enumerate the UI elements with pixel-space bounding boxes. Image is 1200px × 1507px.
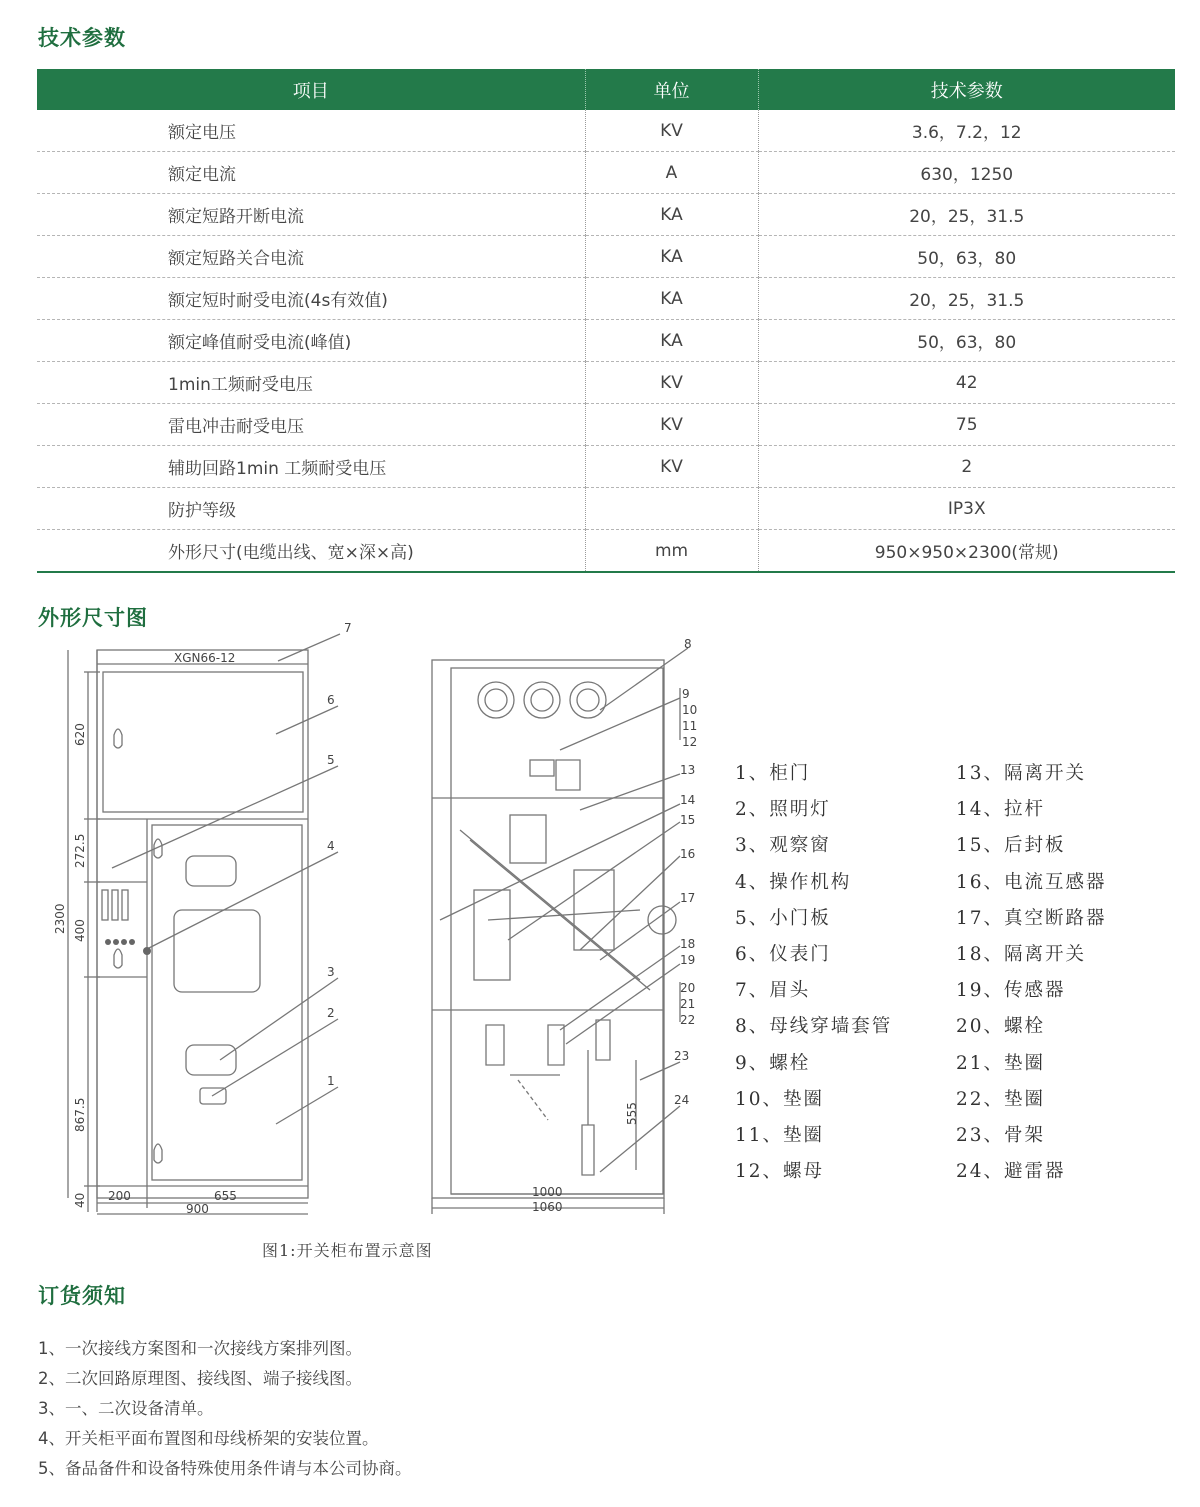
table-row bbox=[37, 404, 1175, 446]
legend-item: 2、照明灯 bbox=[735, 799, 831, 821]
note-item: 1、一次接线方案图和一次接线方案排列图。 bbox=[38, 1339, 362, 1358]
legend-item: 24、避雷器 bbox=[956, 1161, 1066, 1183]
dim-1000: 1000 bbox=[532, 1185, 563, 1199]
value-cell: 20，25，31.5 bbox=[758, 278, 1175, 320]
dim-1060: 1060 bbox=[532, 1200, 563, 1214]
callout-14: 14 bbox=[680, 793, 696, 807]
callout-10: 10 bbox=[682, 703, 698, 717]
legend-item: 21、垫圈 bbox=[956, 1052, 1046, 1074]
callout-22: 22 bbox=[680, 1013, 696, 1027]
callout-21: 21 bbox=[680, 997, 696, 1011]
item-cell: 额定短路关合电流 bbox=[37, 236, 585, 278]
legend-item: 4、操作机构 bbox=[735, 871, 852, 893]
legend-item: 16、电流互感器 bbox=[956, 871, 1107, 893]
unit-cell: KA bbox=[585, 236, 758, 278]
item-cell: 雷电冲击耐受电压 bbox=[37, 404, 585, 446]
dim-555: 555 bbox=[625, 1102, 639, 1125]
legend-item: 12、螺母 bbox=[735, 1161, 825, 1183]
dim-272: 272.5 bbox=[73, 833, 87, 868]
item-cell: 辅助回路1min 工频耐受电压 bbox=[37, 446, 585, 488]
dim-900: 900 bbox=[186, 1202, 209, 1216]
dim-40: 40 bbox=[73, 1192, 87, 1208]
unit-cell: KV bbox=[585, 446, 758, 488]
value-cell: 950×950×2300(常规) bbox=[758, 530, 1175, 573]
legend-right bbox=[956, 760, 1107, 1194]
item-cell: 额定电流 bbox=[37, 152, 585, 194]
legend-item: 17、真空断路器 bbox=[956, 907, 1107, 929]
model-label: XGN66-12 bbox=[174, 651, 236, 665]
legend-left bbox=[735, 760, 892, 1194]
table-row bbox=[37, 362, 1175, 404]
unit-cell: KA bbox=[585, 194, 758, 236]
value-cell: 630，1250 bbox=[758, 152, 1175, 194]
callout-3: 3 bbox=[327, 965, 335, 979]
callout-11: 11 bbox=[682, 719, 698, 733]
cabinet-door bbox=[152, 825, 302, 1180]
legend-item: 11、垫圈 bbox=[735, 1124, 825, 1146]
switchgear-drawing bbox=[40, 620, 720, 1220]
callout-15: 15 bbox=[680, 813, 696, 827]
table-row bbox=[37, 488, 1175, 530]
table-row bbox=[37, 194, 1175, 236]
unit-cell: KA bbox=[585, 320, 758, 362]
note-item: 3、一、二次设备清单。 bbox=[38, 1399, 214, 1418]
table-row bbox=[37, 110, 1175, 152]
value-cell: 75 bbox=[758, 404, 1175, 446]
callout-2: 2 bbox=[327, 1006, 335, 1020]
spec-section-title: 技术参数 bbox=[38, 26, 126, 50]
value-cell: 50，63，80 bbox=[758, 236, 1175, 278]
value-cell: 20，25，31.5 bbox=[758, 194, 1175, 236]
legend-item: 20、螺栓 bbox=[956, 1016, 1046, 1038]
callout-8: 8 bbox=[684, 637, 692, 651]
table-row bbox=[37, 530, 1175, 573]
unit-cell: KA bbox=[585, 278, 758, 320]
callout-1: 1 bbox=[327, 1074, 335, 1088]
legend-item: 9、螺栓 bbox=[735, 1052, 811, 1074]
legend-item: 5、小门板 bbox=[735, 907, 831, 929]
callout-4: 4 bbox=[327, 839, 335, 853]
order-section-title: 订货须知 bbox=[38, 1284, 126, 1308]
item-cell: 额定峰值耐受电流(峰值) bbox=[37, 320, 585, 362]
table-header-row bbox=[37, 69, 1175, 110]
unit-cell: mm bbox=[585, 530, 758, 573]
dim-655: 655 bbox=[214, 1189, 237, 1203]
dim-400: 400 bbox=[73, 919, 87, 942]
header-item: 项目 bbox=[37, 69, 585, 110]
value-cell: 2 bbox=[758, 446, 1175, 488]
item-cell: 额定短时耐受电流(4s有效值) bbox=[37, 278, 585, 320]
order-notes bbox=[38, 1334, 412, 1484]
value-cell: IP3X bbox=[758, 488, 1175, 530]
header-unit: 单位 bbox=[585, 69, 758, 110]
table-row bbox=[37, 236, 1175, 278]
table-row bbox=[37, 278, 1175, 320]
table-row bbox=[37, 152, 1175, 194]
value-cell: 3.6，7.2，12 bbox=[758, 110, 1175, 152]
callout-18: 18 bbox=[680, 937, 696, 951]
front-outline bbox=[97, 650, 308, 1198]
callout-24: 24 bbox=[674, 1093, 690, 1107]
legend-item: 19、传感器 bbox=[956, 980, 1066, 1002]
callout-6: 6 bbox=[327, 693, 335, 707]
operating-mechanism bbox=[174, 910, 260, 992]
value-cell: 42 bbox=[758, 362, 1175, 404]
unit-cell: KV bbox=[585, 362, 758, 404]
item-cell: 额定短路开断电流 bbox=[37, 194, 585, 236]
note-item: 5、备品备件和设备特殊使用条件请与本公司协商。 bbox=[38, 1459, 412, 1478]
dimension-section-title: 外形尺寸图 bbox=[38, 606, 148, 630]
callout-16: 16 bbox=[680, 847, 696, 861]
dim-620: 620 bbox=[73, 723, 87, 746]
figure-caption: 图1:开关柜布置示意图 bbox=[262, 1241, 433, 1260]
callout-20: 20 bbox=[680, 981, 696, 995]
unit-cell: KV bbox=[585, 110, 758, 152]
dim-2300: 2300 bbox=[53, 903, 67, 934]
item-cell: 外形尺寸(电缆出线、宽×深×高) bbox=[37, 530, 585, 573]
callout-7: 7 bbox=[344, 621, 352, 635]
callout-5: 5 bbox=[327, 753, 335, 767]
dim-867: 867.5 bbox=[73, 1097, 87, 1132]
legend-item: 7、眉头 bbox=[735, 980, 811, 1002]
legend-item: 15、后封板 bbox=[956, 835, 1066, 857]
table-row bbox=[37, 320, 1175, 362]
note-item: 2、二次回路原理图、接线图、端子接线图。 bbox=[38, 1369, 362, 1388]
callout-12: 12 bbox=[682, 735, 698, 749]
legend-item: 3、观察窗 bbox=[735, 835, 831, 857]
legend-item: 8、母线穿墙套管 bbox=[735, 1016, 893, 1038]
unit-cell: A bbox=[585, 152, 758, 194]
legend-item: 10、垫圈 bbox=[735, 1088, 825, 1110]
legend-item: 22、垫圈 bbox=[956, 1088, 1046, 1110]
legend-item: 14、拉杆 bbox=[956, 799, 1046, 821]
legend-item: 23、骨架 bbox=[956, 1124, 1046, 1146]
item-cell: 防护等级 bbox=[37, 488, 585, 530]
callout-19: 19 bbox=[680, 953, 696, 967]
legend-item: 6、仪表门 bbox=[735, 943, 831, 965]
unit-cell bbox=[585, 488, 758, 530]
item-cell: 额定电压 bbox=[37, 110, 585, 152]
item-cell: 1min工频耐受电压 bbox=[37, 362, 585, 404]
observation-window bbox=[186, 1045, 236, 1075]
window-upper bbox=[186, 856, 236, 886]
dim-200: 200 bbox=[108, 1189, 131, 1203]
spec-table bbox=[37, 69, 1175, 573]
value-cell: 50，63，80 bbox=[758, 320, 1175, 362]
callout-9: 9 bbox=[682, 687, 690, 701]
callout-13: 13 bbox=[680, 763, 696, 777]
callout-17: 17 bbox=[680, 891, 696, 905]
legend-item: 18、隔离开关 bbox=[956, 943, 1087, 965]
legend-item: 13、隔离开关 bbox=[956, 763, 1087, 784]
header-value: 技术参数 bbox=[758, 69, 1175, 110]
note-item: 4、开关柜平面布置图和母线桥架的安装位置。 bbox=[38, 1429, 379, 1448]
callout-23: 23 bbox=[674, 1049, 690, 1063]
table-row bbox=[37, 446, 1175, 488]
unit-cell: KV bbox=[585, 404, 758, 446]
legend-item: 1、柜门 bbox=[735, 763, 811, 784]
instrument-door bbox=[103, 672, 303, 812]
